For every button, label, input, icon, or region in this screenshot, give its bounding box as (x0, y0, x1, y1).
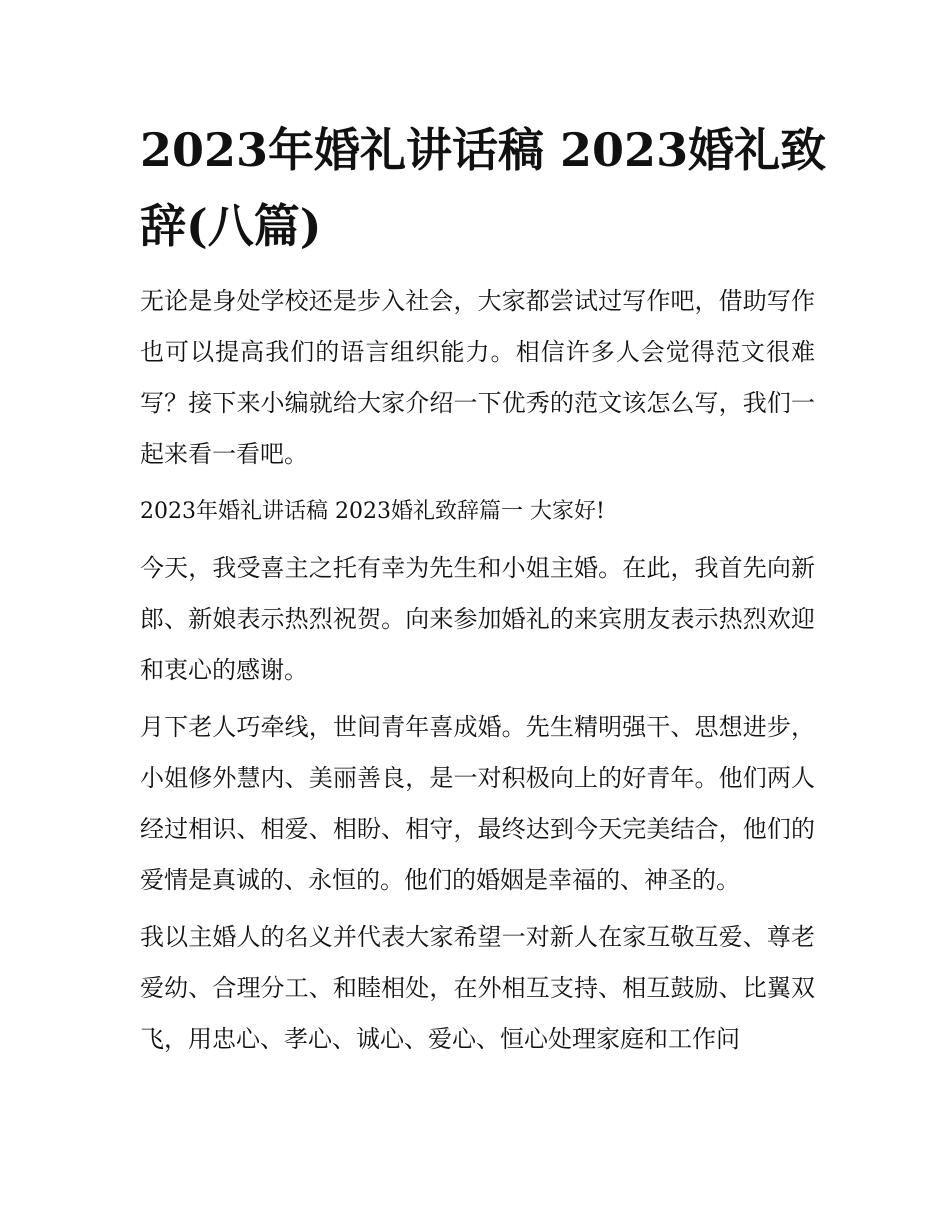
section-heading-line: 2023年婚礼讲话稿 2023婚礼致辞篇一 大家好! (140, 499, 605, 524)
paragraph-greeting: 今天，我受喜主之托有幸为先生和小姐主婚。在此，我首先向新郎、新娘表示热烈祝贺。向来参加婚礼的来宾朋友表示热烈欢迎和衷心的感谢。 (140, 554, 815, 684)
paragraph-intro: 无论是身处学校还是步入社会，大家都尝试过写作吧，借助写作也可以提高我们的语言组织能力。相信许多人会觉得范文很难写？接下来小编就给大家介绍一下优秀的范文该怎么写，我们一起来看一看吧。 (140, 287, 815, 468)
document-body (140, 276, 815, 1071)
document-title: 2023年婚礼讲话稿 2023婚礼致辞(八篇) (140, 123, 827, 253)
paragraph-couple: 月下老人巧牵线，世间青年喜成婚。先生精明强干、思想进步，小姐修外慧内、美丽善良，是一对积极向上的好青年。他们两人经过相识、相爱、相盼、相守，最终达到今天完美结合，他们的爱情是真诚的、永恒的。他们的婚姻是幸福的、神圣的。 (140, 713, 815, 894)
paragraph-wishes: 我以主婚人的名义并代表大家希望一对新人在家互敬互爱、尊老爱幼、合理分工、和睦相处，在外相互支持、相互鼓励、比翼双飞，用忠心、孝心、诚心、爱心、恒心处理家庭和工作问 (140, 923, 815, 1053)
